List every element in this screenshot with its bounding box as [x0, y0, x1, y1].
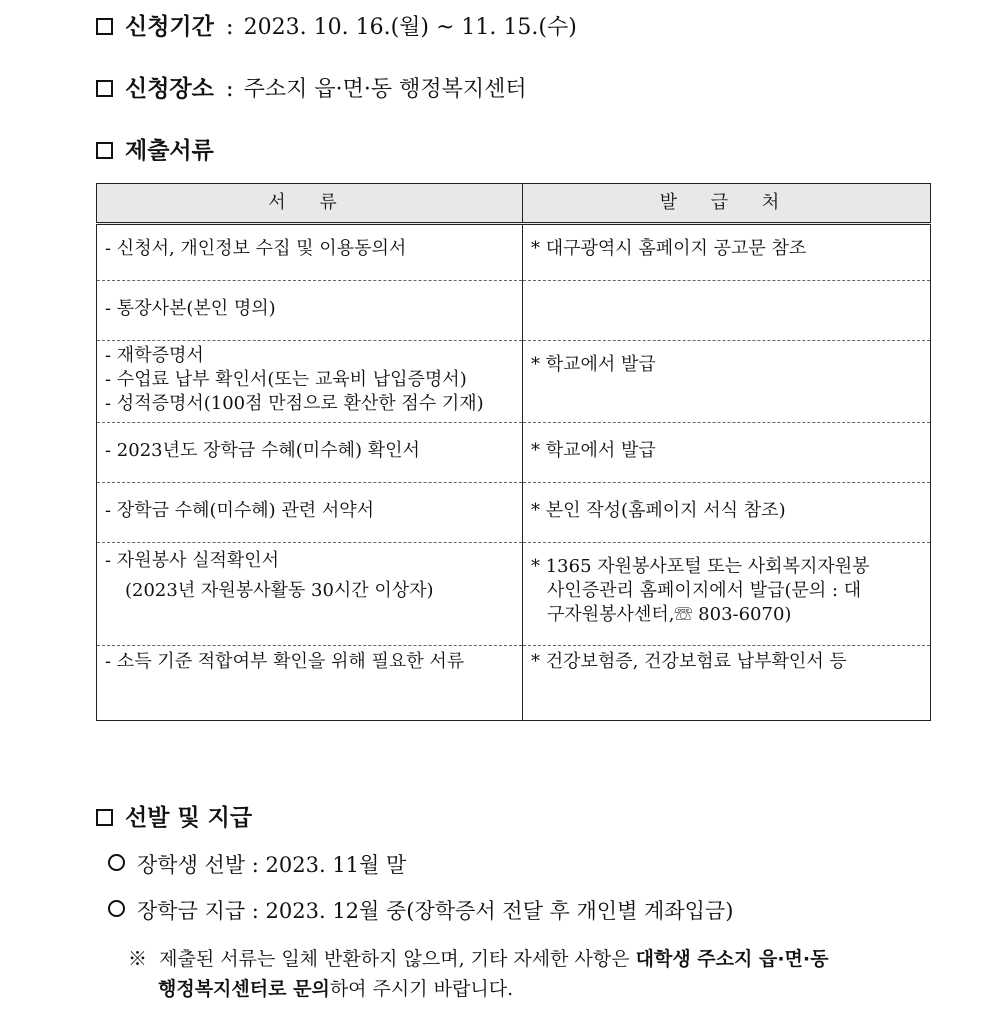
table-row [97, 646, 931, 721]
checkbox-square-icon [96, 809, 113, 826]
issuer-cell: * 학교에서 발급 [531, 440, 656, 461]
docs-heading [96, 136, 214, 166]
circle-bullet-icon [108, 854, 125, 871]
docs-title: 제출서류 [125, 138, 214, 164]
reference-mark: ※ [128, 948, 148, 970]
bold-emphasis: 대학생 주소지 읍·면·동 [635, 948, 829, 970]
period-title: 신청기간 [125, 14, 214, 40]
issuer-cell: * 대구광역시 홈페이지 공고문 참조 [531, 238, 807, 259]
table-row [97, 483, 931, 543]
table-row [97, 341, 931, 423]
issuer-cell [523, 281, 930, 293]
bold-emphasis: 행정복지센터로 문의 [158, 978, 330, 1000]
doc-cell: - 신청서, 개인정보 수집 및 이용동의서 [105, 238, 407, 259]
doc-cell: - 자원봉사 실적확인서 (2023년 자원봉사활동 30시간 이상자) [105, 550, 434, 601]
doc-cell: - 장학금 수혜(미수혜) 관련 서약서 [105, 500, 375, 521]
documents-table [96, 183, 931, 721]
table-row [97, 423, 931, 483]
issuer-cell: * 1365 자원봉사포털 또는 사회복지자원봉 사인증관리 홈페이지에서 발급(문의 : 대 구자원봉사센터,☏ 803-6070) [531, 556, 870, 625]
place-value: 주소지 읍·면·동 행정복지센터 [243, 77, 527, 102]
selection-heading [96, 803, 252, 833]
table-header-row [97, 184, 931, 224]
period-value: 2023. 10. 16.(월) ~ 11. 15.(수) [243, 15, 577, 40]
table-row [97, 281, 931, 341]
checkbox-square-icon [96, 142, 113, 159]
issuer-cell: * 학교에서 발급 [531, 354, 656, 375]
selection-title: 선발 및 지급 [125, 805, 253, 831]
doc-cell: - 2023년도 장학금 수혜(미수혜) 확인서 [105, 440, 420, 461]
doc-cell: - 재학증명서 - 수업료 납부 확인서(또는 교육비 납입증명서) - 성적증명서(100점 만점으로 환산한 점수 기재) [105, 345, 484, 414]
circle-bullet-icon [108, 900, 125, 917]
period-heading: 신청기간 : 2023. 10. 16.(월) ~ 11. 15.(수) [96, 12, 577, 43]
header-documents: 서 류 [97, 184, 523, 224]
doc-cell: - 통장사본(본인 명의) [105, 298, 276, 319]
notice-text: ※ 제출된 서류는 일체 반환하지 않으며, 기타 자세한 사항은 대학생 주소지 읍·면·동 행정복지센터로 문의하여 주시기 바랍니다. [128, 948, 829, 1000]
checkbox-square-icon [96, 80, 113, 97]
table-row [97, 224, 931, 281]
checkbox-square-icon [96, 18, 113, 35]
table-row [97, 543, 931, 646]
place-title: 신청장소 [125, 76, 214, 102]
list-item: 장학생 선발 : 2023. 11월 말 [108, 851, 406, 879]
issuer-cell: * 본인 작성(홈페이지 서식 참조) [531, 500, 786, 521]
issuer-cell: * 건강보험증, 건강보험료 납부확인서 등 [531, 651, 847, 672]
header-issuer: 발 급 처 [523, 184, 931, 224]
doc-cell: - 소득 기준 적합여부 확인을 위해 필요한 서류 [105, 651, 465, 672]
list-item: 장학금 지급 : 2023. 12월 중(장학증서 전달 후 개인별 계좌입금) [108, 897, 733, 925]
place-heading: 신청장소 : 주소지 읍·면·동 행정복지센터 [96, 74, 527, 105]
